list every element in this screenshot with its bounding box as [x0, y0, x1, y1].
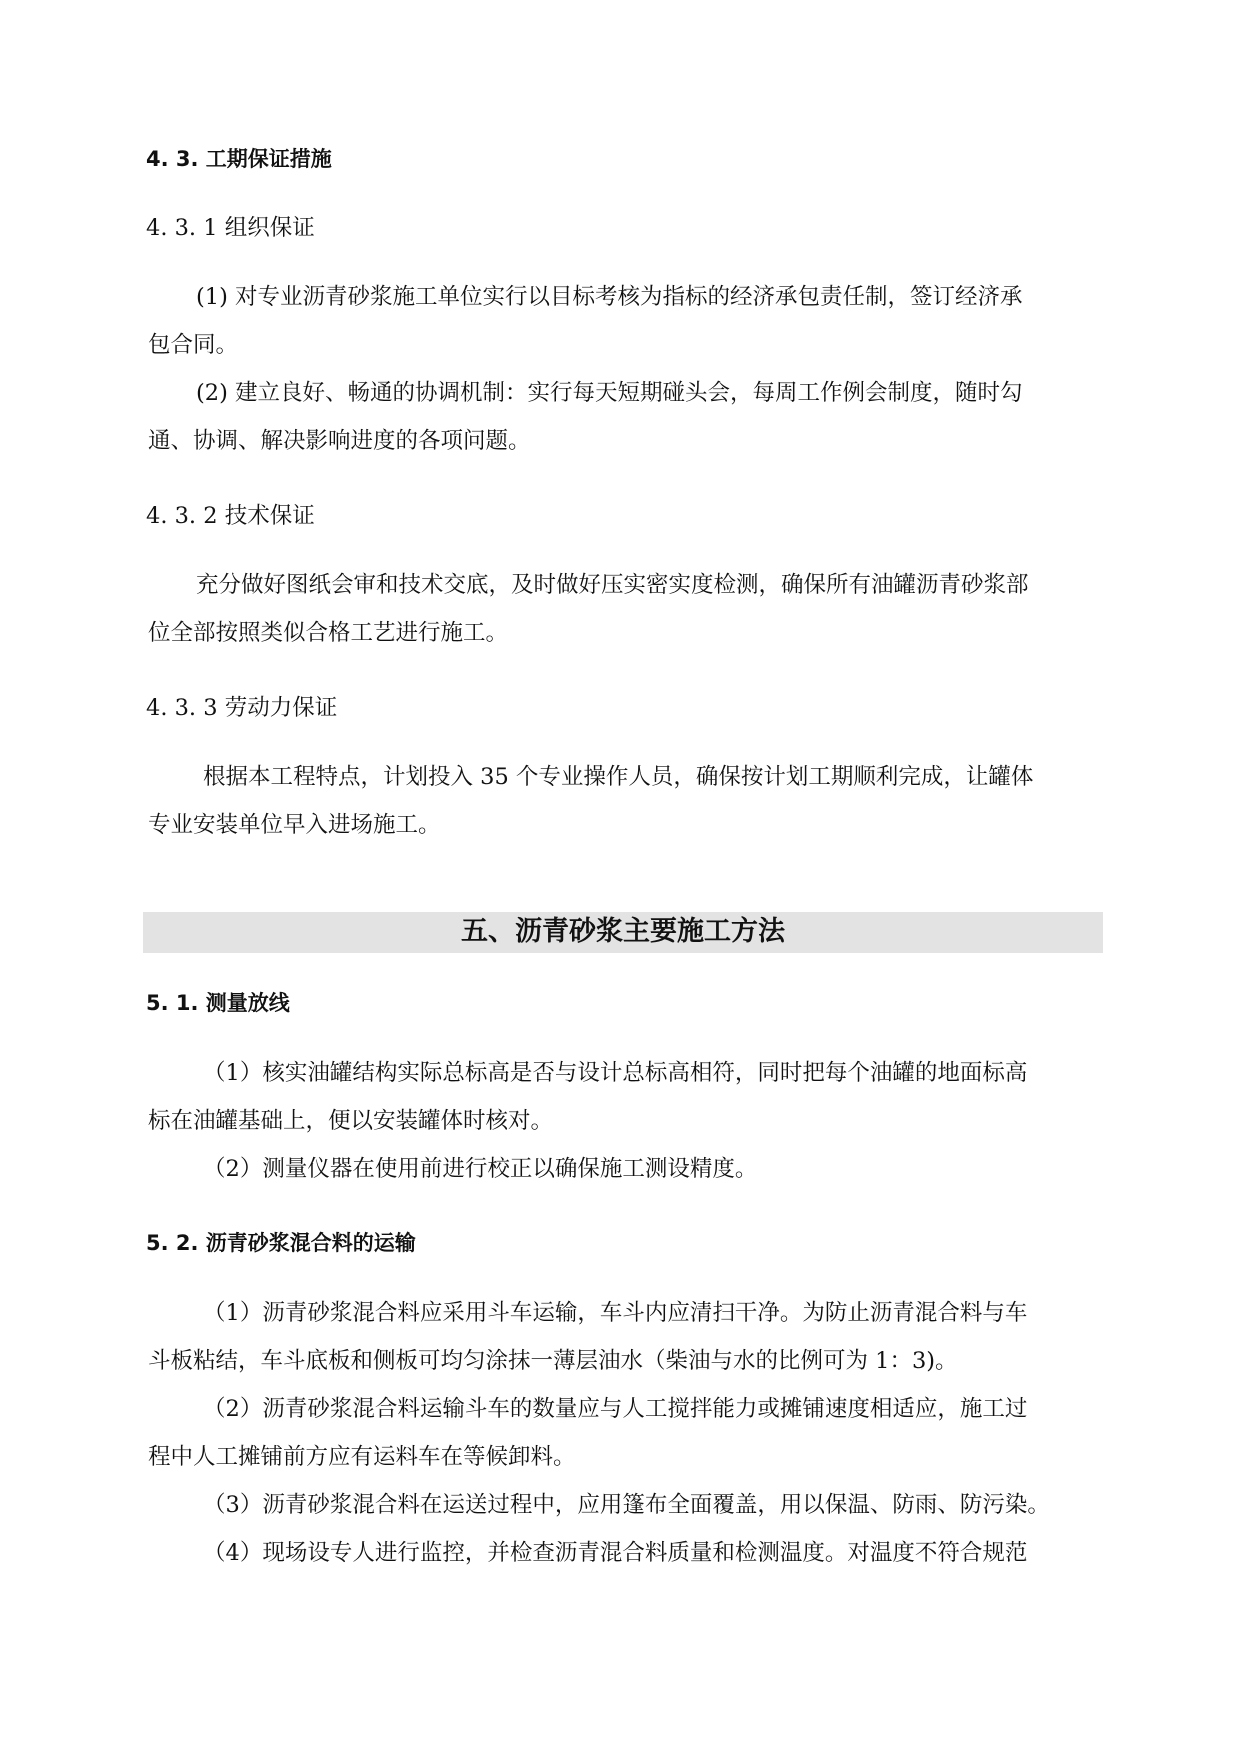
- paragraph-line: （2）测量仪器在使用前进行校正以确保施工测设精度。: [203, 1156, 758, 1182]
- paragraph-line: 充分做好图纸会审和技术交底，及时做好压实密实度检测，确保所有油罐沥青砂浆部: [196, 572, 1029, 598]
- paragraph-line: 通、协调、解决影响进度的各项问题。: [148, 428, 531, 454]
- paragraph-line: (2) 建立良好、畅通的协调机制：实行每天短期碰头会，每周工作例会制度，随时勾: [196, 380, 1023, 406]
- paragraph-line: （2）沥青砂浆混合料运输斗车的数量应与人工搅拌能力或摊铺速度相适应，施工过: [203, 1396, 1028, 1422]
- paragraph-line: 专业安装单位早入进场施工。: [148, 812, 441, 838]
- paragraph-line: 根据本工程特点，计划投入 35 个专业操作人员，确保按计划工期顺利完成，让罐体: [203, 764, 1034, 790]
- heading-5-1: 5. 1. 测量放线: [146, 991, 290, 1015]
- paragraph-line: (1) 对专业沥青砂浆施工单位实行以目标考核为指标的经济承包责任制，签订经济承: [196, 284, 1023, 310]
- section-title-band: [143, 912, 1103, 953]
- paragraph-line: 位全部按照类似合格工艺进行施工。: [148, 620, 509, 646]
- heading-4-3: 4. 3. 工期保证措施: [146, 147, 332, 171]
- paragraph-line: （4）现场设专人进行监控，并检查沥青混合料质量和检测温度。对温度不符合规范: [203, 1540, 1028, 1566]
- paragraph-line: 标在油罐基础上，便以安装罐体时核对。: [148, 1108, 554, 1134]
- paragraph-line: 斗板粘结，车斗底板和侧板可均匀涂抹一薄层油水（柴油与水的比例可为 1：3)。: [148, 1348, 958, 1374]
- heading-4-3-3: 4. 3. 3 劳动力保证: [146, 695, 338, 721]
- paragraph-line: （3）沥青砂浆混合料在运送过程中，应用篷布全面覆盖，用以保温、防雨、防污染。: [203, 1492, 1050, 1518]
- paragraph-line: （1）沥青砂浆混合料应采用斗车运输，车斗内应清扫干净。为防止沥青混合料与车: [203, 1300, 1028, 1326]
- section-title: 五、沥青砂浆主要施工方法: [461, 916, 785, 947]
- heading-4-3-1: 4. 3. 1 组织保证: [146, 215, 315, 241]
- paragraph-line: 包合同。: [148, 332, 239, 358]
- heading-5-2: 5. 2. 沥青砂浆混合料的运输: [146, 1231, 416, 1255]
- paragraph-line: 程中人工摊铺前方应有运料车在等候卸料。: [148, 1444, 576, 1470]
- heading-4-3-2: 4. 3. 2 技术保证: [146, 503, 315, 529]
- paragraph-line: （1）核实油罐结构实际总标高是否与设计总标高相符，同时把每个油罐的地面标高: [203, 1060, 1028, 1086]
